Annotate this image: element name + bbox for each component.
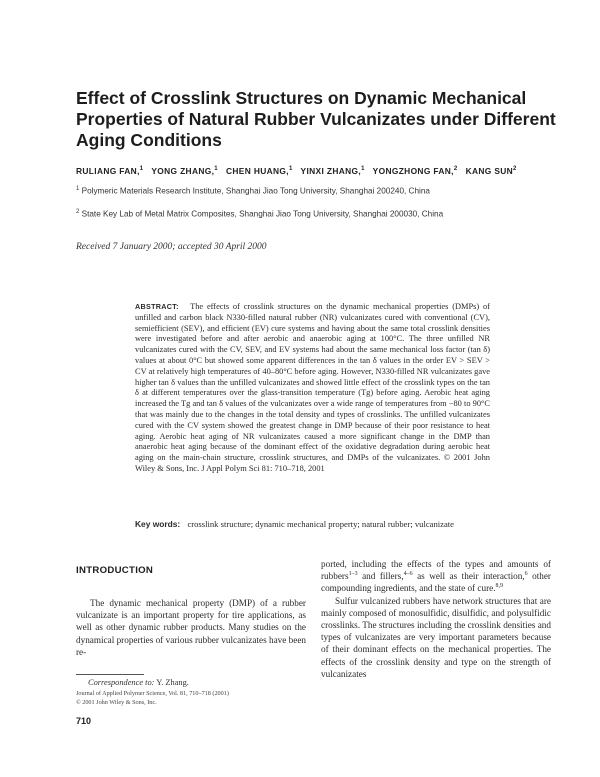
journal-citation: Journal of Applied Polymer Science, Vol. 81, 710–718 (2001) <box>76 690 229 697</box>
abstract <box>135 302 490 475</box>
title-line: Aging Conditions <box>76 130 222 150</box>
author: CHEN HUANG,$^1$ <box>226 166 293 176</box>
abstract-heading: ABSTRACT: <box>135 302 179 311</box>
copyright: © 2001 John Wiley & Sons, Inc. <box>76 699 157 706</box>
title-line: Properties of Natural Rubber Vulcanizates under Different <box>76 109 556 129</box>
affiliation: $^1$ Polymeric Materials Research Institute, Shanghai Jiao Tong University, Shanghai 200240, China <box>76 186 430 196</box>
abstract-text: The effects of crosslink structures on the dynamic mechanical properties (DMPs) of unfilled and carbon black N330-filled natural rubber (NR) vulcanizates cured with conventional (CV), semiefficient (SEV), and efficient (EV) cure systems and having about the same total crosslink densities were investigated before and after aerobic and anaerobic aging at 100°C. The three unfilled NR vulcanizates cured with the CV, SEV, and EV systems had about the same mechanical loss factor (tan δ) values at about 0°C but showed some apparent differences in the tan δ values in the order EV > SEV > CV at relatively high temperatures of 40–80°C before aging. However, N330-filled NR vulcanizates gave higher tan δ values than the unfilled vulcanizates and showed little effect of the crosslink types on the tan δ at different temperatures over the glass-transition temperature (Tg) before aging. Aerobic heat aging increased the Tg and tan δ values of the vulcanizates over a wide range of temperatures from −80 to 90°C that was mainly due to the changes in the total density and types of crosslinks. The unfilled vulcanizates cured with the CV system showed the greatest change in DMP because of their poor resistance to heat aging. Aerobic heat aging of NR vulcanizates caused a more significant change in the DMP than anaerobic heat aging because of the dominant effect of the oxidative degradation during aerobic heat aging on the main-chain structure, crosslink structures, and DMPs of the vulcanizates. © 2001 John Wiley & Sons, Inc. J Appl Polym Sci 81: 710–718, 2001 <box>135 302 490 473</box>
body-paragraph: The dynamic mechanical property (DMP) of a rubber vulcanizate is an important property for tire applications, as well as other dynamic rubber products. Many studies on the dynamical properties of various rubber vulcanizates have been re- <box>76 598 306 657</box>
citation: 8,9 <box>495 583 504 590</box>
author: YONGZHONG FAN,$^2$ <box>372 166 458 176</box>
keywords-heading: Key words: <box>135 519 181 529</box>
author-list <box>76 166 517 176</box>
citation: 6 <box>524 571 528 578</box>
author: YONG ZHANG,$^1$ <box>151 166 218 176</box>
received-date: Received 7 January 2000; accepted 30 April 2000 <box>76 242 267 252</box>
introduction-heading: INTRODUCTION <box>76 565 154 576</box>
keywords <box>135 519 490 530</box>
author: RULIANG FAN,$^1$ <box>76 166 144 176</box>
citation: 1–3 <box>348 571 358 578</box>
affiliation: $^2$ State Key Lab of Metal Matrix Composites, Shanghai Jiao Tong University, Shanghai 200030, China <box>76 209 444 219</box>
body-paragraph: ported, including the effects of the types and amounts of rubbers$^{1-3}$ and fillers,$^{4-6}$ as well as their interaction,$^6$ other compounding ingredients, and the state of cure.$^{8,9}$ <box>321 559 551 594</box>
article-title <box>76 88 556 151</box>
right-column <box>321 558 551 680</box>
page-number: 710 <box>76 716 92 726</box>
keywords-text: crosslink structure; dynamic mechanical property; natural rubber; vulcanizate <box>187 519 454 529</box>
body-paragraph: Sulfur vulcanized rubbers have network structures that are mainly composed of monosulfidic, disulfidic, and polysulfidic crosslinks. The structures including the crosslink densities and types of vulcanizates are very important parameters because of their dominant effects on the mechanical properties. The effects of the crosslink density and type on the strength of vulcanizates <box>321 595 551 679</box>
left-column <box>76 597 306 658</box>
citation: 4–6 <box>403 571 413 578</box>
title-line: Effect of Crosslink Structures on Dynamic Mechanical <box>76 88 527 108</box>
author: KANG SUN$^2$ <box>465 166 517 176</box>
author: YINXI ZHANG,$^1$ <box>300 166 365 176</box>
footnote-divider <box>76 674 144 675</box>
correspondence-note: Correspondence to: Y. Zhang. <box>88 678 189 687</box>
